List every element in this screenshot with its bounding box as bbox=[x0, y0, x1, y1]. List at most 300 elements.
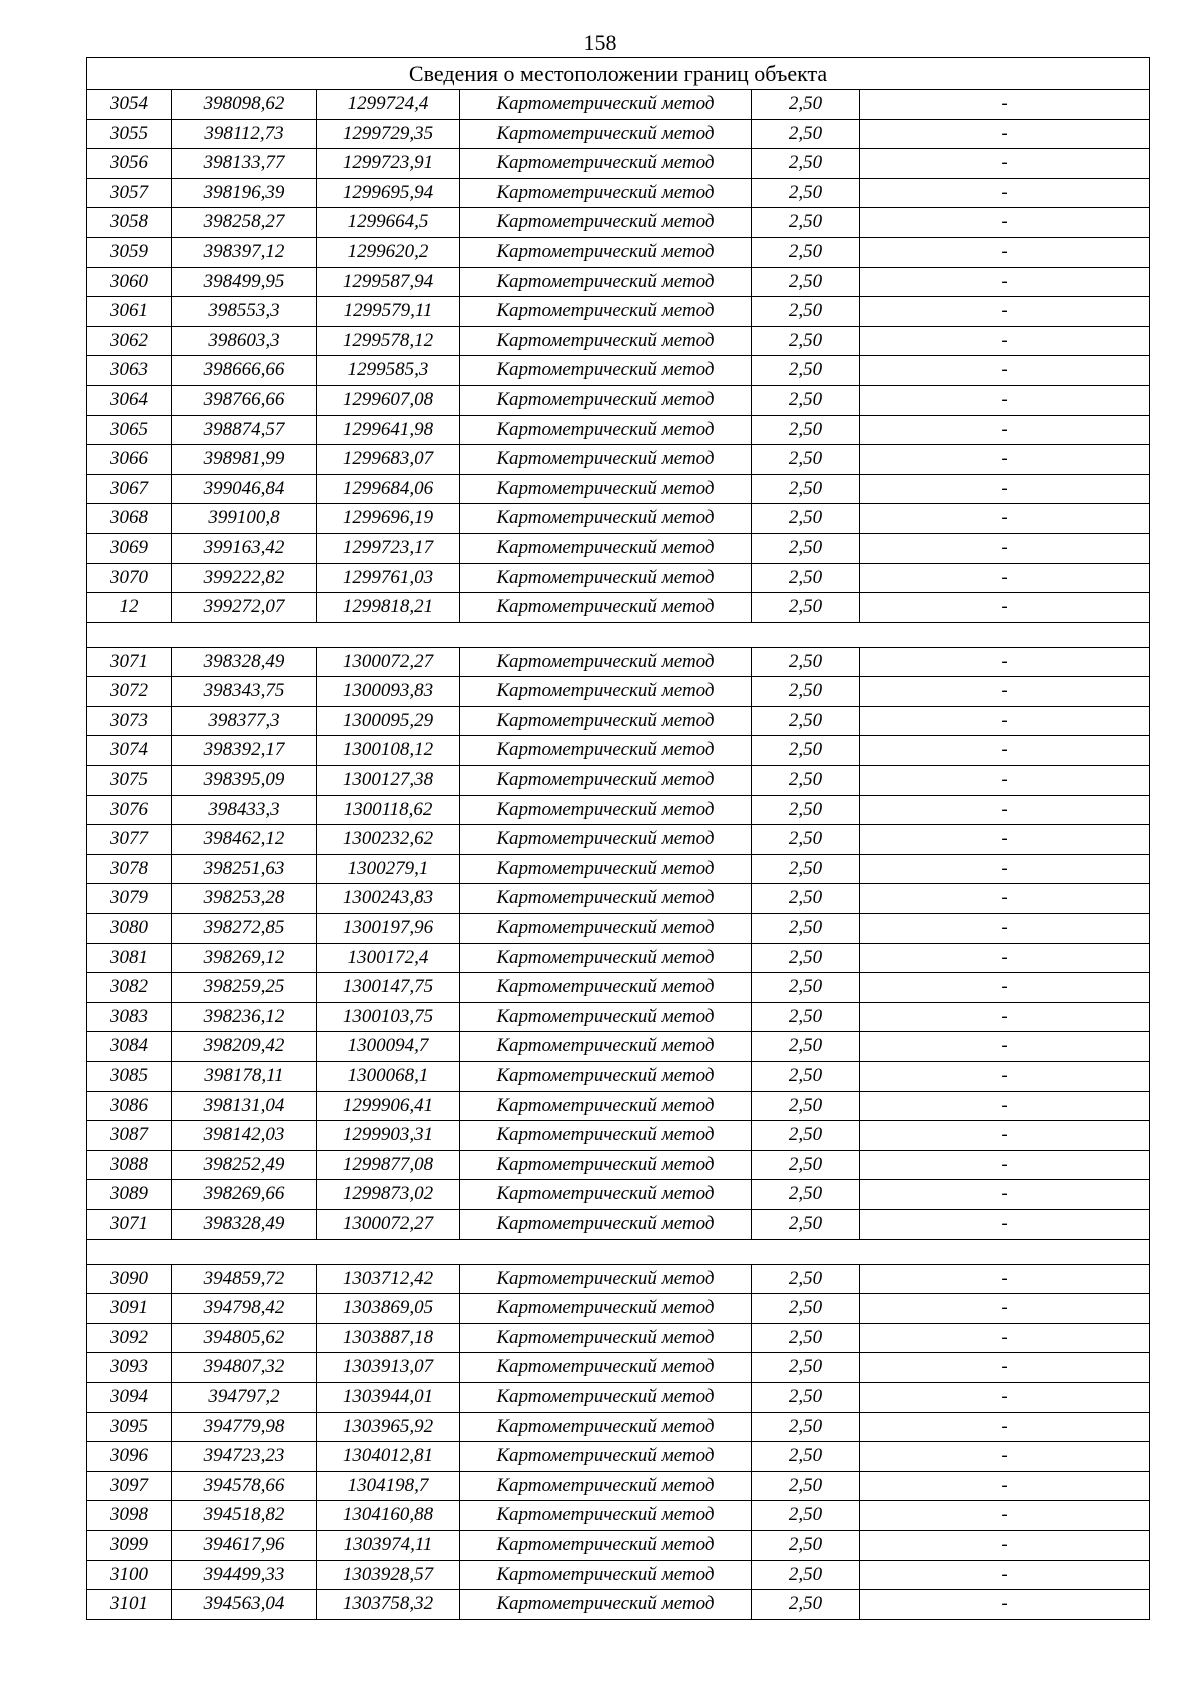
description-cell: - bbox=[860, 119, 1150, 149]
table-row bbox=[87, 593, 1150, 623]
y-coordinate-cell: 1300118,62 bbox=[317, 795, 460, 825]
method-cell: Картометрический метод bbox=[460, 973, 752, 1003]
table-row bbox=[87, 356, 1150, 386]
x-coordinate-cell: 398272,85 bbox=[172, 914, 317, 944]
point-number-cell: 3086 bbox=[87, 1091, 172, 1121]
method-cell: Картометрический метод bbox=[460, 415, 752, 445]
table-row bbox=[87, 736, 1150, 766]
x-coordinate-cell: 398258,27 bbox=[172, 208, 317, 238]
x-coordinate-cell: 399222,82 bbox=[172, 563, 317, 593]
x-coordinate-cell: 398196,39 bbox=[172, 178, 317, 208]
accuracy-cell: 2,50 bbox=[752, 445, 860, 475]
method-cell: Картометрический метод bbox=[460, 677, 752, 707]
accuracy-cell: 2,50 bbox=[752, 1530, 860, 1560]
x-coordinate-cell: 399163,42 bbox=[172, 533, 317, 563]
table-row bbox=[87, 563, 1150, 593]
x-coordinate-cell: 398392,17 bbox=[172, 736, 317, 766]
accuracy-cell: 2,50 bbox=[752, 178, 860, 208]
method-cell: Картометрический метод bbox=[460, 356, 752, 386]
x-coordinate-cell: 394499,33 bbox=[172, 1560, 317, 1590]
x-coordinate-cell: 398252,49 bbox=[172, 1150, 317, 1180]
table-row bbox=[87, 677, 1150, 707]
description-cell: - bbox=[860, 178, 1150, 208]
accuracy-cell: 2,50 bbox=[752, 415, 860, 445]
method-cell: Картометрический метод bbox=[460, 1442, 752, 1472]
description-cell: - bbox=[860, 647, 1150, 677]
point-number-cell: 3070 bbox=[87, 563, 172, 593]
method-cell: Картометрический метод bbox=[460, 149, 752, 179]
point-number-cell: 3096 bbox=[87, 1442, 172, 1472]
x-coordinate-cell: 398328,49 bbox=[172, 1209, 317, 1239]
point-number-cell: 3088 bbox=[87, 1150, 172, 1180]
method-cell: Картометрический метод bbox=[460, 766, 752, 796]
section-separator bbox=[87, 1239, 1150, 1264]
description-cell: - bbox=[860, 1180, 1150, 1210]
accuracy-cell: 2,50 bbox=[752, 854, 860, 884]
description-cell: - bbox=[860, 563, 1150, 593]
accuracy-cell: 2,50 bbox=[752, 1412, 860, 1442]
table-row bbox=[87, 474, 1150, 504]
table-row bbox=[87, 1002, 1150, 1032]
description-cell: - bbox=[860, 943, 1150, 973]
x-coordinate-cell: 398178,11 bbox=[172, 1062, 317, 1092]
x-coordinate-cell: 398112,73 bbox=[172, 119, 317, 149]
accuracy-cell: 2,50 bbox=[752, 1353, 860, 1383]
description-cell: - bbox=[860, 1002, 1150, 1032]
method-cell: Картометрический метод bbox=[460, 326, 752, 356]
accuracy-cell: 2,50 bbox=[752, 706, 860, 736]
x-coordinate-cell: 398142,03 bbox=[172, 1121, 317, 1151]
x-coordinate-cell: 399100,8 bbox=[172, 504, 317, 534]
description-cell: - bbox=[860, 1209, 1150, 1239]
method-cell: Картометрический метод bbox=[460, 533, 752, 563]
y-coordinate-cell: 1303887,18 bbox=[317, 1323, 460, 1353]
description-cell: - bbox=[860, 1091, 1150, 1121]
table-row bbox=[87, 854, 1150, 884]
point-number-cell: 3058 bbox=[87, 208, 172, 238]
point-number-cell: 3095 bbox=[87, 1412, 172, 1442]
point-number-cell: 3074 bbox=[87, 736, 172, 766]
y-coordinate-cell: 1299873,02 bbox=[317, 1180, 460, 1210]
x-coordinate-cell: 398395,09 bbox=[172, 766, 317, 796]
y-coordinate-cell: 1304160,88 bbox=[317, 1501, 460, 1531]
y-coordinate-cell: 1299877,08 bbox=[317, 1150, 460, 1180]
x-coordinate-cell: 398462,12 bbox=[172, 825, 317, 855]
x-coordinate-cell: 398253,28 bbox=[172, 884, 317, 914]
accuracy-cell: 2,50 bbox=[752, 1209, 860, 1239]
table-row bbox=[87, 1062, 1150, 1092]
accuracy-cell: 2,50 bbox=[752, 563, 860, 593]
accuracy-cell: 2,50 bbox=[752, 1180, 860, 1210]
method-cell: Картометрический метод bbox=[460, 795, 752, 825]
y-coordinate-cell: 1299620,2 bbox=[317, 237, 460, 267]
accuracy-cell: 2,50 bbox=[752, 326, 860, 356]
accuracy-cell: 2,50 bbox=[752, 1382, 860, 1412]
x-coordinate-cell: 394779,98 bbox=[172, 1412, 317, 1442]
x-coordinate-cell: 398269,66 bbox=[172, 1180, 317, 1210]
description-cell: - bbox=[860, 1560, 1150, 1590]
method-cell: Картометрический метод bbox=[460, 1590, 752, 1620]
method-cell: Картометрический метод bbox=[460, 593, 752, 623]
accuracy-cell: 2,50 bbox=[752, 766, 860, 796]
y-coordinate-cell: 1299695,94 bbox=[317, 178, 460, 208]
y-coordinate-cell: 1300093,83 bbox=[317, 677, 460, 707]
point-number-cell: 3082 bbox=[87, 973, 172, 1003]
accuracy-cell: 2,50 bbox=[752, 1091, 860, 1121]
table-row bbox=[87, 1032, 1150, 1062]
method-cell: Картометрический метод bbox=[460, 914, 752, 944]
y-coordinate-cell: 1300147,75 bbox=[317, 973, 460, 1003]
accuracy-cell: 2,50 bbox=[752, 1032, 860, 1062]
description-cell: - bbox=[860, 504, 1150, 534]
y-coordinate-cell: 1299664,5 bbox=[317, 208, 460, 238]
x-coordinate-cell: 398433,3 bbox=[172, 795, 317, 825]
x-coordinate-cell: 394807,32 bbox=[172, 1353, 317, 1383]
table-row bbox=[87, 445, 1150, 475]
table-row bbox=[87, 1471, 1150, 1501]
table-row bbox=[87, 914, 1150, 944]
method-cell: Картометрический метод bbox=[460, 445, 752, 475]
method-cell: Картометрический метод bbox=[460, 297, 752, 327]
method-cell: Картометрический метод bbox=[460, 1471, 752, 1501]
table-row bbox=[87, 1323, 1150, 1353]
point-number-cell: 3078 bbox=[87, 854, 172, 884]
point-number-cell: 3080 bbox=[87, 914, 172, 944]
accuracy-cell: 2,50 bbox=[752, 1323, 860, 1353]
point-number-cell: 3075 bbox=[87, 766, 172, 796]
description-cell: - bbox=[860, 1294, 1150, 1324]
description-cell: - bbox=[860, 1501, 1150, 1531]
table-row bbox=[87, 1501, 1150, 1531]
y-coordinate-cell: 1299585,3 bbox=[317, 356, 460, 386]
accuracy-cell: 2,50 bbox=[752, 973, 860, 1003]
method-cell: Картометрический метод bbox=[460, 706, 752, 736]
accuracy-cell: 2,50 bbox=[752, 1150, 860, 1180]
point-number-cell: 3065 bbox=[87, 415, 172, 445]
description-cell: - bbox=[860, 1264, 1150, 1294]
description-cell: - bbox=[860, 445, 1150, 475]
point-number-cell: 3071 bbox=[87, 647, 172, 677]
point-number-cell: 3064 bbox=[87, 385, 172, 415]
table-row bbox=[87, 326, 1150, 356]
accuracy-cell: 2,50 bbox=[752, 1294, 860, 1324]
method-cell: Картометрический метод bbox=[460, 1412, 752, 1442]
method-cell: Картометрический метод bbox=[460, 1002, 752, 1032]
point-number-cell: 3083 bbox=[87, 1002, 172, 1032]
point-number-cell: 3097 bbox=[87, 1471, 172, 1501]
accuracy-cell: 2,50 bbox=[752, 149, 860, 179]
point-number-cell: 3071 bbox=[87, 1209, 172, 1239]
description-cell: - bbox=[860, 1032, 1150, 1062]
y-coordinate-cell: 1303928,57 bbox=[317, 1560, 460, 1590]
x-coordinate-cell: 394859,72 bbox=[172, 1264, 317, 1294]
table-row bbox=[87, 1121, 1150, 1151]
description-cell: - bbox=[860, 914, 1150, 944]
table-title: Сведения о местоположении границ объекта bbox=[87, 58, 1150, 90]
y-coordinate-cell: 1299607,08 bbox=[317, 385, 460, 415]
x-coordinate-cell: 398269,12 bbox=[172, 943, 317, 973]
y-coordinate-cell: 1299684,06 bbox=[317, 474, 460, 504]
y-coordinate-cell: 1299696,19 bbox=[317, 504, 460, 534]
point-number-cell: 3068 bbox=[87, 504, 172, 534]
y-coordinate-cell: 1303913,07 bbox=[317, 1353, 460, 1383]
description-cell: - bbox=[860, 973, 1150, 1003]
method-cell: Картометрический метод bbox=[460, 943, 752, 973]
point-number-cell: 3093 bbox=[87, 1353, 172, 1383]
y-coordinate-cell: 1303965,92 bbox=[317, 1412, 460, 1442]
accuracy-cell: 2,50 bbox=[752, 385, 860, 415]
accuracy-cell: 2,50 bbox=[752, 647, 860, 677]
description-cell: - bbox=[860, 326, 1150, 356]
accuracy-cell: 2,50 bbox=[752, 825, 860, 855]
y-coordinate-cell: 1300072,27 bbox=[317, 647, 460, 677]
table-row bbox=[87, 1150, 1150, 1180]
separator-cell bbox=[87, 1239, 1150, 1264]
x-coordinate-cell: 398603,3 bbox=[172, 326, 317, 356]
point-number-cell: 3079 bbox=[87, 884, 172, 914]
table-row bbox=[87, 119, 1150, 149]
table-row bbox=[87, 706, 1150, 736]
description-cell: - bbox=[860, 593, 1150, 623]
y-coordinate-cell: 1299761,03 bbox=[317, 563, 460, 593]
y-coordinate-cell: 1299683,07 bbox=[317, 445, 460, 475]
method-cell: Картометрический метод bbox=[460, 1150, 752, 1180]
separator-cell bbox=[87, 622, 1150, 647]
table-row bbox=[87, 1590, 1150, 1620]
method-cell: Картометрический метод bbox=[460, 474, 752, 504]
y-coordinate-cell: 1299587,94 bbox=[317, 267, 460, 297]
accuracy-cell: 2,50 bbox=[752, 90, 860, 120]
description-cell: - bbox=[860, 677, 1150, 707]
description-cell: - bbox=[860, 706, 1150, 736]
point-number-cell: 3092 bbox=[87, 1323, 172, 1353]
accuracy-cell: 2,50 bbox=[752, 914, 860, 944]
y-coordinate-cell: 1303869,05 bbox=[317, 1294, 460, 1324]
table-row bbox=[87, 297, 1150, 327]
accuracy-cell: 2,50 bbox=[752, 677, 860, 707]
description-cell: - bbox=[860, 533, 1150, 563]
point-number-cell: 12 bbox=[87, 593, 172, 623]
y-coordinate-cell: 1299578,12 bbox=[317, 326, 460, 356]
table-row bbox=[87, 1264, 1150, 1294]
description-cell: - bbox=[860, 385, 1150, 415]
x-coordinate-cell: 399046,84 bbox=[172, 474, 317, 504]
table-row bbox=[87, 1180, 1150, 1210]
point-number-cell: 3076 bbox=[87, 795, 172, 825]
description-cell: - bbox=[860, 1442, 1150, 1472]
description-cell: - bbox=[860, 1062, 1150, 1092]
y-coordinate-cell: 1303712,42 bbox=[317, 1264, 460, 1294]
table-row bbox=[87, 1442, 1150, 1472]
table-row bbox=[87, 1560, 1150, 1590]
x-coordinate-cell: 398343,75 bbox=[172, 677, 317, 707]
x-coordinate-cell: 394578,66 bbox=[172, 1471, 317, 1501]
x-coordinate-cell: 394798,42 bbox=[172, 1294, 317, 1324]
description-cell: - bbox=[860, 1150, 1150, 1180]
x-coordinate-cell: 394805,62 bbox=[172, 1323, 317, 1353]
description-cell: - bbox=[860, 766, 1150, 796]
table-row bbox=[87, 795, 1150, 825]
description-cell: - bbox=[860, 267, 1150, 297]
accuracy-cell: 2,50 bbox=[752, 1590, 860, 1620]
method-cell: Картометрический метод bbox=[460, 1501, 752, 1531]
method-cell: Картометрический метод bbox=[460, 854, 752, 884]
table-row bbox=[87, 385, 1150, 415]
method-cell: Картометрический метод bbox=[460, 1032, 752, 1062]
point-number-cell: 3069 bbox=[87, 533, 172, 563]
description-cell: - bbox=[860, 237, 1150, 267]
x-coordinate-cell: 398251,63 bbox=[172, 854, 317, 884]
table-row bbox=[87, 825, 1150, 855]
table-row bbox=[87, 415, 1150, 445]
description-cell: - bbox=[860, 795, 1150, 825]
description-cell: - bbox=[860, 1590, 1150, 1620]
description-cell: - bbox=[860, 1471, 1150, 1501]
point-number-cell: 3091 bbox=[87, 1294, 172, 1324]
method-cell: Картометрический метод bbox=[460, 1264, 752, 1294]
description-cell: - bbox=[860, 474, 1150, 504]
x-coordinate-cell: 398133,77 bbox=[172, 149, 317, 179]
method-cell: Картометрический метод bbox=[460, 504, 752, 534]
section-separator bbox=[87, 622, 1150, 647]
x-coordinate-cell: 398981,99 bbox=[172, 445, 317, 475]
point-number-cell: 3067 bbox=[87, 474, 172, 504]
table-row bbox=[87, 149, 1150, 179]
accuracy-cell: 2,50 bbox=[752, 267, 860, 297]
method-cell: Картометрический метод bbox=[460, 884, 752, 914]
point-number-cell: 3077 bbox=[87, 825, 172, 855]
description-cell: - bbox=[860, 1121, 1150, 1151]
accuracy-cell: 2,50 bbox=[752, 884, 860, 914]
y-coordinate-cell: 1299724,4 bbox=[317, 90, 460, 120]
y-coordinate-cell: 1304012,81 bbox=[317, 1442, 460, 1472]
table-row bbox=[87, 647, 1150, 677]
point-number-cell: 3059 bbox=[87, 237, 172, 267]
x-coordinate-cell: 398666,66 bbox=[172, 356, 317, 386]
point-number-cell: 3084 bbox=[87, 1032, 172, 1062]
accuracy-cell: 2,50 bbox=[752, 1560, 860, 1590]
y-coordinate-cell: 1300094,7 bbox=[317, 1032, 460, 1062]
x-coordinate-cell: 399272,07 bbox=[172, 593, 317, 623]
point-number-cell: 3101 bbox=[87, 1590, 172, 1620]
description-cell: - bbox=[860, 297, 1150, 327]
method-cell: Картометрический метод bbox=[460, 237, 752, 267]
description-cell: - bbox=[860, 356, 1150, 386]
y-coordinate-cell: 1300172,4 bbox=[317, 943, 460, 973]
table-row bbox=[87, 208, 1150, 238]
x-coordinate-cell: 394797,2 bbox=[172, 1382, 317, 1412]
method-cell: Картометрический метод bbox=[460, 208, 752, 238]
table-row bbox=[87, 90, 1150, 120]
table-row bbox=[87, 237, 1150, 267]
method-cell: Картометрический метод bbox=[460, 825, 752, 855]
accuracy-cell: 2,50 bbox=[752, 356, 860, 386]
y-coordinate-cell: 1299729,35 bbox=[317, 119, 460, 149]
point-number-cell: 3072 bbox=[87, 677, 172, 707]
accuracy-cell: 2,50 bbox=[752, 474, 860, 504]
accuracy-cell: 2,50 bbox=[752, 533, 860, 563]
method-cell: Картометрический метод bbox=[460, 1180, 752, 1210]
table-row bbox=[87, 533, 1150, 563]
accuracy-cell: 2,50 bbox=[752, 943, 860, 973]
table-row bbox=[87, 1091, 1150, 1121]
accuracy-cell: 2,50 bbox=[752, 297, 860, 327]
description-cell: - bbox=[860, 854, 1150, 884]
table-title-row bbox=[87, 58, 1150, 90]
y-coordinate-cell: 1300072,27 bbox=[317, 1209, 460, 1239]
y-coordinate-cell: 1300279,1 bbox=[317, 854, 460, 884]
method-cell: Картометрический метод bbox=[460, 1062, 752, 1092]
table-row bbox=[87, 1530, 1150, 1560]
y-coordinate-cell: 1303944,01 bbox=[317, 1382, 460, 1412]
description-cell: - bbox=[860, 1530, 1150, 1560]
method-cell: Картометрический метод bbox=[460, 385, 752, 415]
x-coordinate-cell: 394617,96 bbox=[172, 1530, 317, 1560]
method-cell: Картометрический метод bbox=[460, 1121, 752, 1151]
point-number-cell: 3061 bbox=[87, 297, 172, 327]
y-coordinate-cell: 1300103,75 bbox=[317, 1002, 460, 1032]
method-cell: Картометрический метод bbox=[460, 1560, 752, 1590]
x-coordinate-cell: 394563,04 bbox=[172, 1590, 317, 1620]
method-cell: Картометрический метод bbox=[460, 1323, 752, 1353]
accuracy-cell: 2,50 bbox=[752, 1442, 860, 1472]
point-number-cell: 3057 bbox=[87, 178, 172, 208]
table-row bbox=[87, 884, 1150, 914]
point-number-cell: 3094 bbox=[87, 1382, 172, 1412]
x-coordinate-cell: 398098,62 bbox=[172, 90, 317, 120]
accuracy-cell: 2,50 bbox=[752, 1471, 860, 1501]
method-cell: Картометрический метод bbox=[460, 1353, 752, 1383]
accuracy-cell: 2,50 bbox=[752, 1121, 860, 1151]
description-cell: - bbox=[860, 149, 1150, 179]
point-number-cell: 3060 bbox=[87, 267, 172, 297]
x-coordinate-cell: 398131,04 bbox=[172, 1091, 317, 1121]
accuracy-cell: 2,50 bbox=[752, 1501, 860, 1531]
point-number-cell: 3089 bbox=[87, 1180, 172, 1210]
point-number-cell: 3056 bbox=[87, 149, 172, 179]
table-row bbox=[87, 1382, 1150, 1412]
point-number-cell: 3100 bbox=[87, 1560, 172, 1590]
point-number-cell: 3099 bbox=[87, 1530, 172, 1560]
description-cell: - bbox=[860, 415, 1150, 445]
method-cell: Картометрический метод bbox=[460, 1294, 752, 1324]
point-number-cell: 3063 bbox=[87, 356, 172, 386]
method-cell: Картометрический метод bbox=[460, 736, 752, 766]
method-cell: Картометрический метод bbox=[460, 119, 752, 149]
y-coordinate-cell: 1300095,29 bbox=[317, 706, 460, 736]
y-coordinate-cell: 1303974,11 bbox=[317, 1530, 460, 1560]
x-coordinate-cell: 394723,23 bbox=[172, 1442, 317, 1472]
description-cell: - bbox=[860, 1382, 1150, 1412]
method-cell: Картометрический метод bbox=[460, 1530, 752, 1560]
y-coordinate-cell: 1300197,96 bbox=[317, 914, 460, 944]
y-coordinate-cell: 1299818,21 bbox=[317, 593, 460, 623]
accuracy-cell: 2,50 bbox=[752, 1062, 860, 1092]
y-coordinate-cell: 1299903,31 bbox=[317, 1121, 460, 1151]
table-row bbox=[87, 1294, 1150, 1324]
point-number-cell: 3087 bbox=[87, 1121, 172, 1151]
accuracy-cell: 2,50 bbox=[752, 237, 860, 267]
x-coordinate-cell: 398874,57 bbox=[172, 415, 317, 445]
table-row bbox=[87, 504, 1150, 534]
description-cell: - bbox=[860, 736, 1150, 766]
accuracy-cell: 2,50 bbox=[752, 795, 860, 825]
y-coordinate-cell: 1299906,41 bbox=[317, 1091, 460, 1121]
x-coordinate-cell: 398553,3 bbox=[172, 297, 317, 327]
method-cell: Картометрический метод bbox=[460, 1382, 752, 1412]
accuracy-cell: 2,50 bbox=[752, 208, 860, 238]
page-number: 158 bbox=[583, 30, 617, 55]
